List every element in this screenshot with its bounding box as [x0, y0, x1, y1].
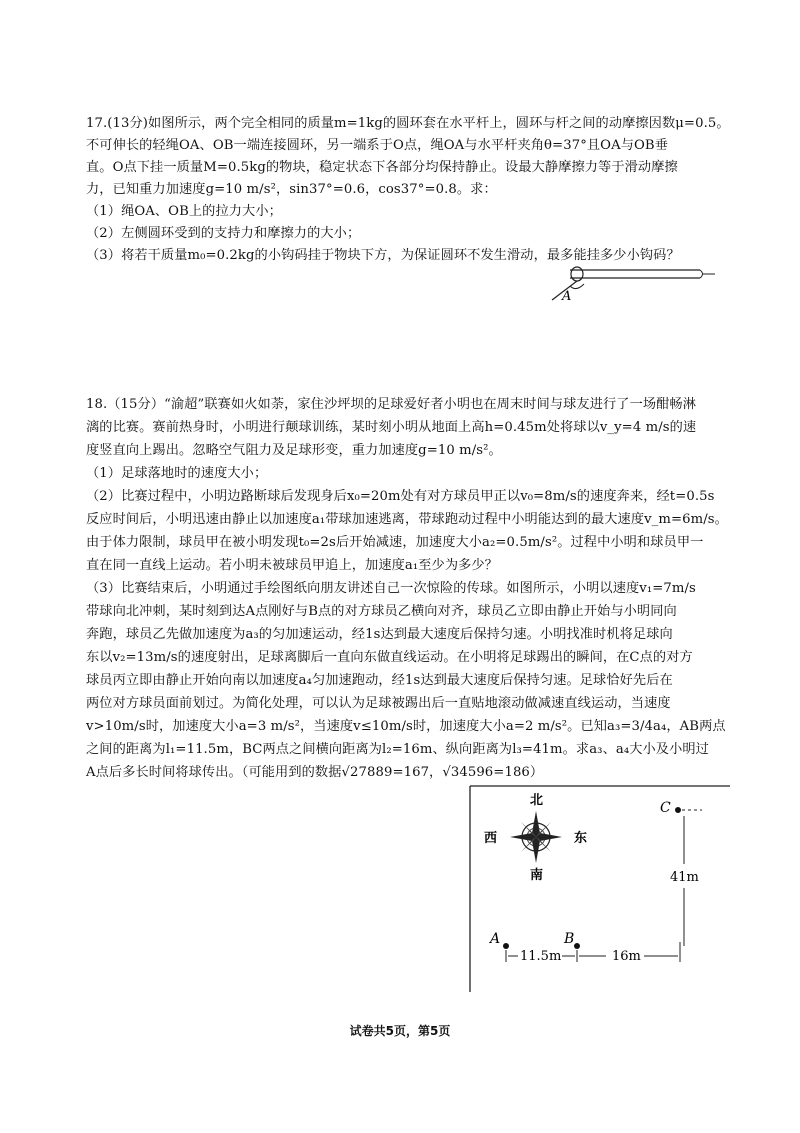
q17-line-4: 力，已知重力加速度g=10 m/s²，sin37°=0.6，cos37°=0.8。求： — [86, 182, 497, 197]
label-a: A — [490, 931, 501, 947]
q18-line-6: 反应时间后，小明迅速由静止以加速度a₁带球加速逃离，带球跑动过程中小明能达到的最大速度v_m=6m/s。 — [86, 512, 728, 527]
q17-line-3: 直。O点下挂一质量M=0.5kg的物块，稳定状态下各部分均保持静止。设最大静摩擦力等于滑动摩擦 — [86, 160, 678, 175]
q18-line-7: 由于体力限制，球员甲在被小明发现t₀=2s后开始减速，加速度大小a₂=0.5m/s²。过程中小明和球员甲一 — [86, 535, 704, 550]
ring — [571, 267, 583, 281]
point-b — [574, 943, 580, 949]
q18-line-5: （2）比赛过程中，小明边路断球后发现身后x₀=20m处有对方球员甲正以v₀=8m/s的速度奔来，经t=0.5s — [86, 489, 715, 504]
q18-line-13: 球员丙立即由静止开始向南以加速度a₄匀加速跑动，经1s达到最大速度后保持匀速。足球恰好先后在 — [86, 673, 673, 688]
q17-line-5: （1）绳OA、OB上的拉力大小； — [86, 204, 282, 219]
point-a — [503, 943, 509, 949]
page-footer: 试卷共5页，第5页 — [349, 1024, 451, 1038]
compass-icon — [510, 811, 562, 863]
dist-bc-vertical: 41m — [670, 870, 699, 885]
q18-line-17: A点后多长时间将球传出。（可能用到的数据√27889=167，√34596=186） — [86, 765, 544, 780]
q18-line-8: 直在同一直线上运动。若小明未被球员甲追上，加速度a₁至少为多少？ — [86, 558, 498, 573]
q17-line-2: 不可伸长的轻绳OA、OB一端连接圆环，另一端系于O点，绳OA与水平杆夹角θ=37°且OA与OB垂 — [86, 138, 668, 153]
compass-east: 东 — [574, 831, 588, 846]
compass-west: 西 — [484, 831, 498, 846]
dist-bc-horizontal: 16m — [612, 949, 641, 964]
compass-south: 南 — [530, 868, 544, 883]
q18-line-3: 度竖直向上踢出。忽略空气阻力及足球形变，重力加速度g=10 m/s²。 — [86, 443, 502, 458]
label-c: C — [660, 800, 671, 816]
q17-line-7: （3）将若干质量m₀=0.2kg的小钩码挂于物块下方，为保证圆环不发生滑动，最多能挂多少小钩码？ — [86, 248, 680, 263]
q18-line-1: 18.（15分）“渝超”联赛如火如荼，家住沙坪坝的足球爱好者小明也在周末时间与球友进行了一场酣畅淋 — [86, 397, 697, 412]
rod-end — [700, 270, 703, 278]
q17-line-6: （2）左侧圆环受到的支持力和摩擦力的大小； — [86, 226, 361, 241]
compass-north: 北 — [530, 793, 544, 808]
label-a: A — [562, 289, 572, 304]
q18-figure — [466, 782, 736, 998]
q18-line-14: 两位对方球员面前划过。为简化处理，可以认为足球被踢出后一直贴地滚动做减速直线运动，当速度 — [86, 696, 671, 711]
dist-ab: 11.5m — [520, 949, 562, 964]
q18-line-2: 漓的比赛。赛前热身时，小明进行颠球训练，某时刻小明从地面上高h=0.45m处将球以v_y=4 m/s的速 — [86, 420, 697, 435]
q18-line-12: 东以v₂=13m/s的速度射出，足球离脚后一直向东做直线运动。在小明将足球踢出的瞬间，在C点的对方 — [86, 650, 693, 665]
q18-line-4: （1）足球落地时的速度大小； — [86, 466, 268, 481]
q18-line-15: v>10m/s时，加速度大小a=3 m/s²，当速度v≤10m/s时，加速度大小a=2 m/s²。已知a₃=3/4a₄，AB两点 — [86, 719, 726, 734]
q17-figure — [540, 262, 730, 312]
q18-line-16: 之间的距离为l₁=11.5m，BC两点之间横向距离为l₂=16m、纵向距离为l₃=41m。求a₃、a₄大小及小明过 — [86, 742, 709, 757]
q18-line-10: 带球向北冲刺，某时刻到达A点刚好与B点的对方球员乙横向对齐，球员乙立即由静止开始与小明同向 — [86, 604, 677, 619]
q17-line-1: 17.(13分)如图所示，两个完全相同的质量m=1kg的圆环套在水平杆上，圆环与杆之间的动摩擦因数μ=0.5。 — [86, 116, 730, 131]
point-c — [675, 807, 681, 813]
q18-line-9: （3）比赛结束后，小明通过手绘图纸向朋友讲述自己一次惊险的传球。如图所示，小明以速度v₁=7m/s — [86, 581, 696, 596]
label-b: B — [564, 931, 575, 947]
q18-line-11: 奔跑，球员乙先做加速度为a₃的匀加速运动，经1s达到最大速度后保持匀速。小明找准时机将足球向 — [86, 627, 673, 642]
